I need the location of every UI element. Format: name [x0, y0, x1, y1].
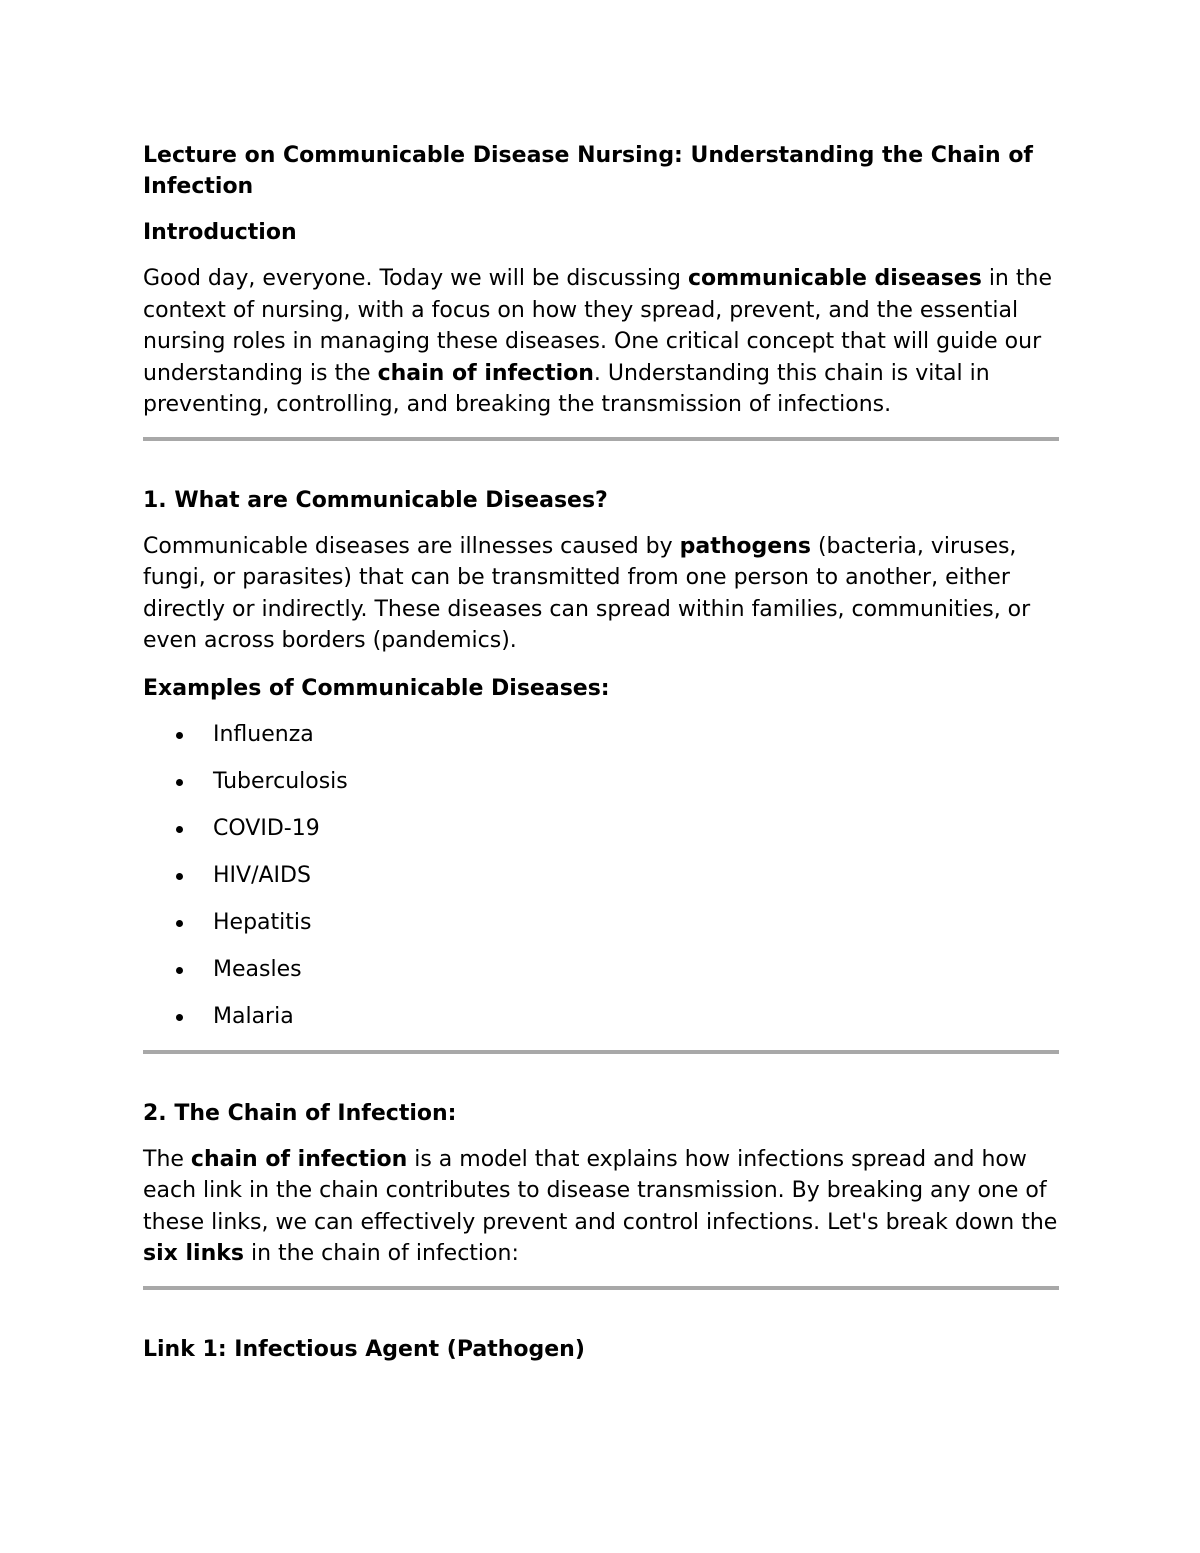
- intro-paragraph: [143, 263, 1059, 421]
- intro-text-2: in the context of nursing, with a focus on how they spread, prevent, and the essential nursing roles in managing these diseases. One critical concept that will guide our understanding is the: [143, 266, 1052, 386]
- intro-bold-chain-of-infection: chain of infection: [377, 360, 594, 386]
- link1-heading: Link 1: Infectious Agent (Pathogen): [143, 1336, 585, 1362]
- section1-bold-pathogens: pathogens: [679, 533, 811, 559]
- section2-bold-chain-of-infection: chain of infection: [190, 1146, 408, 1172]
- list-item: Tuberculosis: [143, 766, 1059, 797]
- section2-text-3: in the chain of infection:: [243, 1241, 519, 1266]
- bullet-icon: [176, 873, 183, 880]
- list-item: Malaria: [143, 1001, 1059, 1032]
- section2-text-1: The: [143, 1146, 191, 1172]
- intro-text-1: Good day, everyone. Today we will be discussing: [143, 266, 688, 291]
- section1-text-2: (bacteria, viruses, fungi, or parasites) that can be transmitted from one person to another, either directly or indirectly. These diseases can spread within families, communities, or even across borders (pandemics).: [143, 533, 1031, 653]
- bullet-icon: [176, 732, 183, 739]
- bullet-icon: [176, 779, 183, 786]
- intro-bold-communicable-diseases: communicable diseases: [687, 266, 982, 291]
- section2-bold-six-links: six links: [143, 1241, 244, 1266]
- bullet-icon: [176, 920, 183, 927]
- section1-heading: 1. What are Communicable Diseases?: [143, 487, 608, 513]
- section2-paragraph: [143, 1144, 1059, 1270]
- section1-paragraph: [143, 531, 1059, 657]
- section2-text-2: is a model that explains how infections spread and how each link in the chain contributes to disease transmission. By breaking any one of these links, we can effectively prevent and control infections. Let's break down the: [143, 1146, 1058, 1235]
- list-item: Hepatitis: [143, 907, 1059, 938]
- list-item: Influenza: [143, 719, 1059, 750]
- examples-heading: Examples of Communicable Diseases:: [143, 675, 610, 701]
- section2-heading: 2. The Chain of Infection:: [143, 1100, 457, 1126]
- list-item: HIV/AIDS: [143, 860, 1059, 891]
- bullet-icon: [176, 967, 183, 974]
- intro-heading: Introduction: [143, 220, 297, 245]
- bullet-icon: [176, 826, 183, 833]
- intro-text-3: . Understanding this chain is vital in preventing, controlling, and breaking the transmission of infections.: [143, 360, 990, 417]
- section1-text-1: Communicable diseases are illnesses caused by: [143, 533, 680, 559]
- list-item: COVID-19: [143, 813, 1059, 844]
- bullet-icon: [176, 1014, 183, 1021]
- list-item: Measles: [143, 954, 1059, 985]
- document-page: [143, 140, 1059, 1380]
- examples-list: [143, 719, 1059, 1032]
- document-title: Lecture on Communicable Disease Nursing: Understanding the Chain of Infection: [143, 143, 1034, 199]
